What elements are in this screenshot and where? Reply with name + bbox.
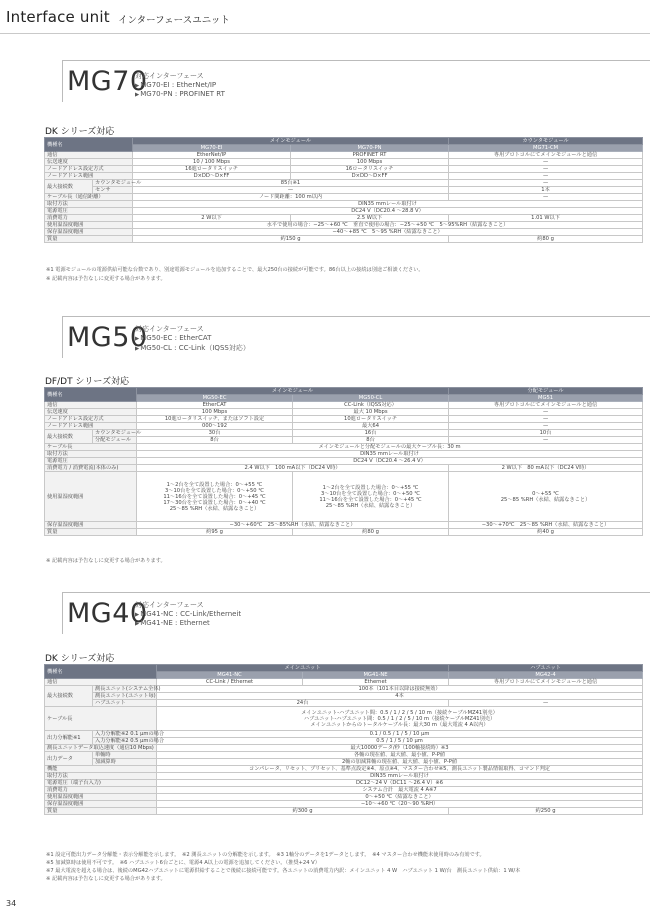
table-cell: DC24 V（DC20.4 〜26.4 V）	[137, 458, 643, 465]
table-cell: 0.5 / 1 / 5 / 10 μm	[157, 738, 643, 745]
table-row	[45, 529, 643, 536]
table-cell: DIN35 mmレール取付け	[157, 773, 643, 780]
mg50-spec-table	[44, 387, 643, 536]
table-row	[45, 187, 643, 194]
row-label: 使用温湿度範囲	[45, 794, 157, 801]
header-cell: 分配モジュール	[449, 388, 643, 395]
row-label: 質量	[45, 808, 157, 815]
table-cell: 2.4 W以下 100 mA以下（DC24 V時）	[137, 465, 449, 472]
cell-line: 1〜2台を全て設置した場合：0〜+55 ℃	[322, 484, 419, 491]
series-title: DK シリーズ対応	[45, 127, 115, 137]
table-row	[45, 801, 643, 808]
table-cell: 10進ロータリスイッチ	[293, 416, 449, 423]
mg40-spec-table	[44, 664, 643, 815]
table-row	[45, 437, 643, 444]
table-row	[45, 693, 643, 700]
header-cell: カウンタモジュール	[449, 138, 643, 145]
table-cell: 8台	[293, 437, 449, 444]
cell-line: 1〜2台を全て設置した場合：0〜+55 ℃	[166, 481, 263, 488]
table-cell: DIN35 mmレール取付け	[137, 451, 643, 458]
header-cell: メインモジュール	[137, 388, 449, 395]
table-row	[45, 458, 643, 465]
model-cell: MG41-NE	[303, 672, 449, 679]
table-cell: −30〜+70℃ 25〜85 %RH（水結、結露なきこと）	[449, 522, 643, 529]
table-cell: 10台	[449, 430, 643, 437]
table-cell: 約80 g	[449, 236, 643, 243]
row-label: ノードアドレス範囲	[45, 423, 137, 430]
table-header-row	[45, 145, 643, 152]
table-cell: 各軸の現在値、最大値、最小値、P-P値	[157, 752, 643, 759]
row-label: 保存温湿度範囲	[45, 229, 133, 236]
table-cell: —	[449, 409, 643, 416]
table-cell: EtherCAT	[137, 402, 293, 409]
table-cell	[449, 472, 643, 522]
table-row	[45, 787, 643, 794]
table-row	[45, 808, 643, 815]
header-cell: 機種名	[45, 665, 157, 679]
cell-line: 3〜10台を全て設置した場合：0〜+50 ℃	[320, 490, 421, 497]
table-cell: 1本	[449, 187, 643, 194]
cell-line: メインユニット-ハブユニット間：0.5 / 1 / 2 / 5 / 10 m（接続ケーブルMZ41別売）	[301, 709, 498, 716]
row-label: 保存温湿度範囲	[45, 801, 157, 808]
table-cell: D×DD〜D×FF	[133, 173, 291, 180]
table-row	[45, 402, 643, 409]
row-label: 通信	[45, 402, 137, 409]
interface-item: ▶ MG41-NC : CC-Link/Etherneit	[135, 610, 241, 618]
table-row	[45, 409, 643, 416]
table-cell: 専用プロトコルにてメインモジュールと通信	[449, 402, 643, 409]
row-label: 通信	[45, 152, 133, 159]
row-label: 最大接続数	[45, 686, 93, 707]
table-cell: ノード間距離：100 m以内	[133, 194, 449, 201]
interface-item: ▶ MG70-PN : PROFINET RT	[135, 90, 225, 98]
model-cell: MG50-CL	[293, 395, 449, 402]
table-cell: 16進ロータリスイッチ	[133, 166, 291, 173]
row-label: 保存温湿度範囲	[45, 522, 137, 529]
row-label: 測長ユニットデータ取込速度（通信10 Mbps)	[45, 745, 157, 752]
model-cell: MG41-NC	[157, 672, 303, 679]
cell-line: 3〜10台を全て設置した場合：0〜+50 ℃	[164, 487, 265, 494]
interface-caption: 対応インターフェース	[135, 325, 204, 333]
row-label: 取付方法	[45, 201, 133, 208]
cell-line: 0〜+55 ℃	[532, 490, 559, 497]
table-row	[45, 229, 643, 236]
row-label: 質量	[45, 529, 137, 536]
table-cell: 100本（101本目以降は接続無効）	[157, 686, 643, 693]
table-cell: 2 W以下 80 mA以下（DC24 V時）	[449, 465, 643, 472]
mg40-heading	[62, 592, 650, 634]
interface-item: ▶ MG41-NE : Ethernet	[135, 619, 210, 627]
row-sublabel: カウンタモジュール	[93, 430, 137, 437]
cell-line: メインユニットからのトータルケーブル長：最大30 m（最大電流 4 A以内）	[310, 721, 489, 728]
model-cell: MG51	[449, 395, 643, 402]
table-cell: 水平で使用の場合：−25〜+60 ℃ 垂直で使用の場合：−25〜+50 ℃ 5〜95%RH（結露なきこと）	[133, 222, 643, 229]
table-cell: —	[449, 180, 643, 187]
table-cell: 100 Mbps	[291, 159, 449, 166]
table-cell: —	[449, 700, 643, 707]
table-cell: Ethernet	[303, 679, 449, 686]
row-label: 伝送速度	[45, 159, 133, 166]
table-cell: コンパレータ、リセット、プリセット、基準点設定※4、原点※4、マスター合わせ※5、測長ユニット製品情報取得、コマンド判定	[157, 766, 643, 773]
table-cell: PROFINET RT	[291, 152, 449, 159]
row-label: 機能	[45, 766, 157, 773]
table-cell: 000〜192	[137, 423, 293, 430]
interface-item: ▶ MG50-CL : CC-Link（IQSS対応）	[135, 343, 250, 353]
row-label: 使用温湿度範囲	[45, 222, 133, 229]
table-cell: 最大10000データ/秒（100軸接続時）※3	[157, 745, 643, 752]
footnote: ※ 記載内容は予告なしに変更する場合があります。	[46, 876, 166, 882]
table-row	[45, 794, 643, 801]
table-row	[45, 707, 643, 731]
row-label: 電源電圧	[45, 458, 137, 465]
table-cell: DC12〜24 V（DC11 〜26.4 V）※6	[157, 780, 643, 787]
row-label: 通信	[45, 679, 157, 686]
table-cell: 2軸の加減算軸の現在値、最大値、最小値、P-P値	[157, 759, 643, 766]
table-row	[45, 444, 643, 451]
cell-line: 11〜16台を全て設置した場合：0〜+45 ℃	[319, 496, 422, 503]
interface-caption: 対応インターフェース	[135, 72, 204, 80]
row-label: 取付方法	[45, 773, 157, 780]
table-cell: 2.5 W以下	[291, 215, 449, 222]
row-label: 最大接続数	[45, 180, 93, 194]
table-cell: 100 Mbps	[137, 409, 293, 416]
model-cell: MG50-EC	[137, 395, 293, 402]
table-cell: 約80 g	[293, 529, 449, 536]
table-row	[45, 173, 643, 180]
table-cell: システム合計 最大電流 4 A※7	[157, 787, 643, 794]
table-row	[45, 745, 643, 752]
table-cell: —	[449, 173, 643, 180]
row-label: ケーブル長	[45, 444, 137, 451]
row-sublabel: 測長ユニット(ユニット毎)	[93, 693, 157, 700]
series-title: DK シリーズ対応	[45, 654, 115, 664]
table-row	[45, 738, 643, 745]
table-cell: —	[449, 159, 643, 166]
row-label: 使用温湿度範囲	[45, 472, 137, 522]
page-number: 34	[6, 899, 17, 908]
interface-item: ▶ MG70-EI : EtherNet/IP	[135, 81, 216, 89]
mg70-heading	[62, 60, 650, 102]
cell-line: 25〜85 %RH（水結、結露なきこと）	[169, 505, 260, 512]
model-cell: MG70-PN	[291, 145, 449, 152]
model-name: MG40	[67, 598, 148, 629]
row-sublabel: 分配モジュール	[93, 437, 137, 444]
table-row	[45, 522, 643, 529]
table-cell: —	[133, 187, 449, 194]
cell-line: 17〜30台を全て設置した場合：0〜+40 ℃	[163, 499, 266, 506]
row-label: 最大接続数	[45, 430, 93, 444]
table-cell: 専用プロトコルにてメインモジュールと通信	[449, 679, 643, 686]
row-label: 電源電圧（端子台入力)	[45, 780, 157, 787]
row-sublabel: 入力分解能※2 0.5 μmの場合	[93, 738, 157, 745]
interface-item: ▶ MG50-EC : EtherCAT	[135, 334, 211, 342]
row-sublabel: 加減算時	[93, 759, 157, 766]
table-cell: −40〜+85 ℃ 5〜95 %RH（結露なきこと）	[133, 229, 643, 236]
cell-line: 11〜16台を全て設置した場合：0〜+45 ℃	[163, 493, 266, 500]
table-row	[45, 208, 643, 215]
footnote: ※5 加減算時は使用不可です。 ※6 ハブユニット6台ごとに、電源4 A以上の電源を追加してください。（推奨+24 V）	[46, 860, 320, 866]
table-cell: 10 / 100 Mbps	[133, 159, 291, 166]
table-cell: −30〜+60℃ 25〜85%RH（水結、結露なきこと）	[137, 522, 449, 529]
table-header-row	[45, 138, 643, 145]
table-row	[45, 752, 643, 759]
mg70-spec-table	[44, 137, 643, 243]
table-cell: —	[449, 194, 643, 201]
table-cell: —	[449, 166, 643, 173]
row-label: ノードアドレス範囲	[45, 173, 133, 180]
table-row	[45, 780, 643, 787]
header-cell: 機種名	[45, 388, 137, 402]
row-sublabel: 入力分解能※2 0.1 μmの場合	[93, 731, 157, 738]
table-row	[45, 759, 643, 766]
model-cell: MG42-4	[449, 672, 643, 679]
table-row	[45, 201, 643, 208]
table-cell: 約40 g	[449, 529, 643, 536]
row-label: 伝送速度	[45, 409, 137, 416]
table-cell	[293, 472, 449, 522]
cell-line: 25〜85 %RH（水結、結露なきこと）	[325, 502, 416, 509]
table-cell: −10〜+60 ℃（20〜90 %RH）	[157, 801, 643, 808]
table-row	[45, 166, 643, 173]
cell-line: ハブユニット-ハブユニット間：0.5 / 1 / 2 / 5 / 10 m（接続ケーブルMZ41別売）	[303, 715, 496, 722]
table-cell: DIN35 mmレール取付け	[133, 201, 643, 208]
mg50-heading	[62, 316, 650, 358]
table-cell: 約300 g	[157, 808, 449, 815]
row-label: 電源電圧	[45, 208, 133, 215]
table-cell: 8台	[137, 437, 293, 444]
table-cell	[137, 472, 293, 522]
page-title: Interface unit	[6, 8, 110, 26]
table-row	[45, 215, 643, 222]
table-cell: 1.01 W以下	[449, 215, 643, 222]
row-label: 消費電力	[45, 787, 157, 794]
series-title: DF/DT シリーズ対応	[45, 377, 129, 387]
header-cell: メインモジュール	[133, 138, 449, 145]
table-cell: 30台	[137, 430, 293, 437]
table-cell: 最大64	[293, 423, 449, 430]
table-header-row	[45, 665, 643, 672]
footnote: ※ 記載内容は予告なしに変更する場合があります。	[46, 558, 166, 564]
header-cell: メインユニット	[157, 665, 449, 672]
table-cell: 16ロータリスイッチ	[291, 166, 449, 173]
page-title-ja: インターフェースユニット	[118, 15, 230, 26]
row-label: ケーブル長	[45, 707, 157, 731]
table-cell: —	[449, 437, 643, 444]
row-label: ノードアドレス設定方式	[45, 416, 137, 423]
table-header-row	[45, 388, 643, 395]
table-row	[45, 222, 643, 229]
table-cell: D×DD〜D×FF	[291, 173, 449, 180]
table-row	[45, 686, 643, 693]
footnote: ※7 最大電流を超える場合は、後続のMG42ハブユニットに電源供給することで後続に接続可能です。各ユニットの消費電力内訳：メインユニット 4 W ハブユニット 1 W/台 測長ユニット供給：1 W/本	[46, 868, 521, 874]
table-cell: 0〜+50 ℃（結露なきこと）	[157, 794, 643, 801]
table-cell: CC-Link（IQSS対応）	[293, 402, 449, 409]
table-cell: 約95 g	[137, 529, 293, 536]
footnote: ※1 電源モジュールの電源供給可能な台数であり、別途電源モジュールを追加することで、最大250台の接続が可能です。86台以上の接続は別途ご相談ください。	[46, 267, 424, 273]
table-cell: 2 W以下	[133, 215, 291, 222]
row-sublabel: センサ	[93, 187, 133, 194]
footnote: ※ 記載内容は予告なしに変更する場合があります。	[46, 276, 166, 282]
page-header	[0, 0, 650, 34]
row-label: ケーブル長（通信距離）	[45, 194, 133, 201]
table-row	[45, 236, 643, 243]
table-cell: 専用プロトコルにてメインモジュールと通信	[449, 152, 643, 159]
row-label: 取付方法	[45, 451, 137, 458]
table-row	[45, 180, 643, 187]
model-cell: MG70-EI	[133, 145, 291, 152]
table-row	[45, 430, 643, 437]
table-cell: 約250 g	[449, 808, 643, 815]
table-cell: —	[449, 423, 643, 430]
model-name: MG50	[67, 322, 148, 353]
table-row	[45, 416, 643, 423]
header-cell: ハブユニット	[449, 665, 643, 672]
table-cell	[157, 707, 643, 731]
row-label: ノードアドレス設定方式	[45, 166, 133, 173]
table-row	[45, 152, 643, 159]
row-label: 消費電力 / 消費電流(本体のみ)	[45, 465, 137, 472]
table-row	[45, 465, 643, 472]
table-cell: EtherNet/IP	[133, 152, 291, 159]
model-cell: MG71-CM	[449, 145, 643, 152]
table-cell: 16台	[293, 430, 449, 437]
cell-line: 25〜85 %RH（水結、結露なきこと）	[500, 496, 591, 503]
table-cell: 約150 g	[133, 236, 449, 243]
table-row	[45, 700, 643, 707]
model-name: MG70	[67, 66, 148, 97]
row-sublabel: 測長ユニット(システム全体)	[93, 686, 157, 693]
table-cell: CC-Link / Ethernet	[157, 679, 303, 686]
row-label: 質量	[45, 236, 133, 243]
table-row	[45, 773, 643, 780]
table-cell: メインモジュールと分配モジュールの最大ケーブル長：30 m	[137, 444, 643, 451]
row-sublabel: ハブユニット	[93, 700, 157, 707]
table-row	[45, 159, 643, 166]
table-cell: 最大 10 Mbps	[293, 409, 449, 416]
table-cell: 4本	[157, 693, 643, 700]
table-row	[45, 731, 643, 738]
row-label: 消費電力	[45, 215, 133, 222]
table-row	[45, 423, 643, 430]
table-row	[45, 194, 643, 201]
table-row	[45, 679, 643, 686]
table-cell: DC24 V（DC20.4 〜28.8 V）	[133, 208, 643, 215]
footnote: ※1 設定可能出力データ分解能・表示分解能を示します。 ※2 測長ユニットの分解能を示します。 ※3 1軸分のデータを1データとします。 ※4 マスター合わせ機能未使用時のみ有効です。	[46, 852, 485, 858]
table-cell: 24台	[157, 700, 449, 707]
row-label: 出力データ	[45, 752, 93, 766]
table-cell: —	[449, 416, 643, 423]
row-sublabel: カウンタモジュール	[93, 180, 133, 187]
row-sublabel: 単軸時	[93, 752, 157, 759]
header-cell: 機種名	[45, 138, 133, 152]
table-cell: 85台※1	[133, 180, 449, 187]
table-row	[45, 472, 643, 522]
table-row	[45, 451, 643, 458]
row-label: 出力分解能※1	[45, 731, 93, 745]
table-row	[45, 766, 643, 773]
interface-caption: 対応インターフェース	[135, 601, 204, 609]
table-cell: 0.1 / 0.5 / 1 / 5 / 10 μm	[157, 731, 643, 738]
table-cell: 10進ロータリスイッチ、またはソフト設定	[137, 416, 293, 423]
